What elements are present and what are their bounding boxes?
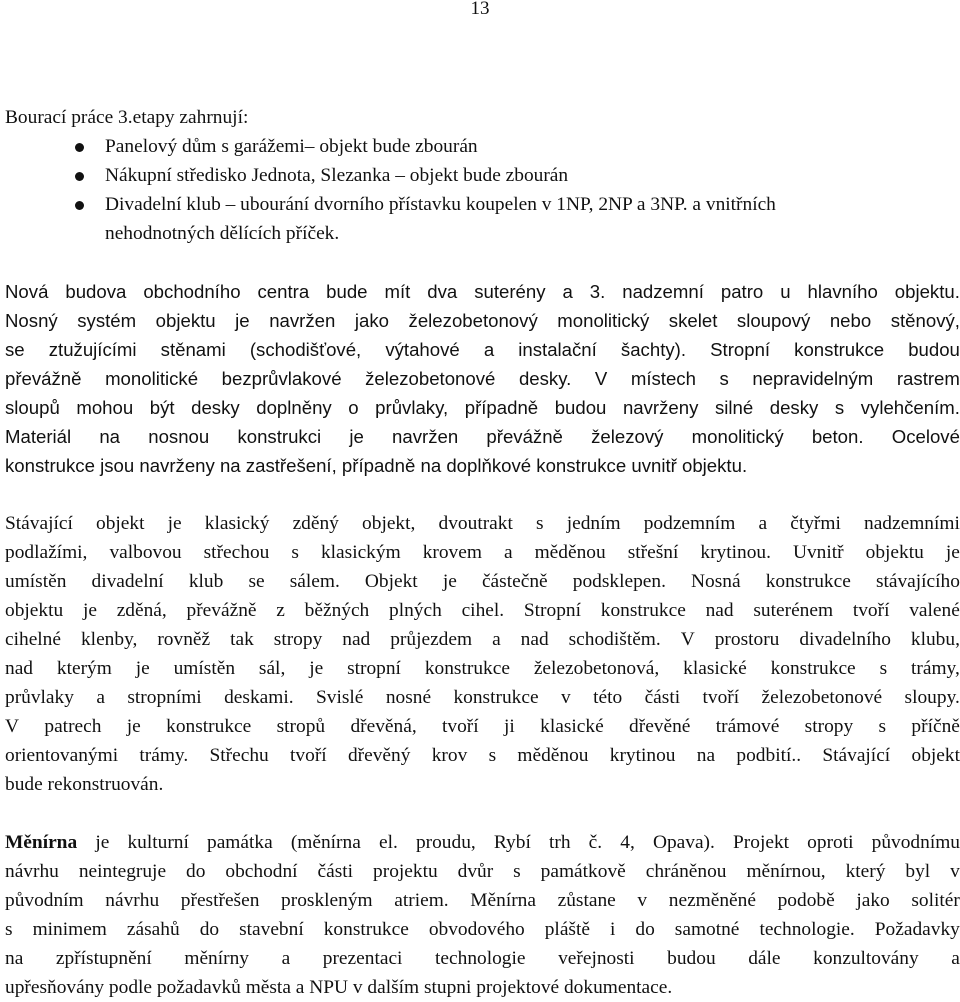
paragraph-line: nad kterým je umístěn sál, je stropní konstrukce železobetonová, klasické konstrukce s trámy, <box>5 658 960 679</box>
bullet-item: Panelový dům s garážemi– objekt bude zbourán <box>5 132 960 161</box>
page-number: 13 <box>470 0 490 19</box>
paragraph-line: původním návrhu přestřešen proskleným atriem. Měnírna zůstane v nezměněné podobě jako solitér <box>5 890 960 911</box>
paragraph-line: Měnírna je kulturní památka (měnírna el. proudu, Rybí trh č. 4, Opava). Projekt oproti původnímu <box>5 828 960 857</box>
paragraph-line: orientovanými trámy. Střechu tvoří dřevěný krov s měděnou krytinou na podbití.. Stávající objekt <box>5 745 960 766</box>
paragraph-gap <box>5 248 960 277</box>
demolition-list <box>5 132 960 248</box>
paragraph-line: sloupů mohou být desky doplněny o průvlaky, případně budou navrženy silné desky s vylehčením. <box>5 397 960 418</box>
bullet-item: Divadelní klub – ubourání dvorního přístavku koupelen v 1NP, 2NP a 3NP. a vnitřních <box>5 190 960 219</box>
bullet-item: Nákupní středisko Jednota, Slezanka – objekt bude zbourán <box>5 161 960 190</box>
paragraph-line: V patrech je konstrukce stropů dřevěná, tvoří ji klasické dřevěné trámové stropy s příčně <box>5 716 960 737</box>
intro-line: Bourací práce 3.etapy zahrnují: <box>5 107 249 128</box>
paragraph-line: průvlaky a stropními deskami. Svislé nosné konstrukce v této části tvoří železobetonové sloupy. <box>5 687 960 708</box>
paragraph-line: se ztužujícími stěnami (schodišťové, výtahové a instalační šachty). Stropní konstrukce budou <box>5 339 960 360</box>
bullet-dot-icon <box>75 201 84 210</box>
paragraph-existing-building <box>5 509 960 799</box>
paragraph-gap <box>5 480 960 509</box>
paragraph-line: s minimem zásahů do stavební konstrukce obvodového pláště i do samotné technologie. Požadavky <box>5 919 960 940</box>
bullet-dot-icon <box>75 172 84 181</box>
paragraph-line: Nosný systém objektu je navržen jako železobetonový monolitický skelet sloupový nebo stěnový, <box>5 310 960 331</box>
paragraph-line: konstrukce jsou navrženy na zastřešení, případně na doplňkové konstrukce uvnitř objektu. <box>5 455 748 476</box>
paragraph-line: Nová budova obchodního centra bude mít dva suterény a 3. nadzemní patro u hlavního objektu. <box>5 281 960 302</box>
paragraph-menirna <box>5 828 960 1002</box>
paragraph-line: cihelné klenby, rovněž tak stropy nad průjezdem a nad schodištěm. V prostoru divadelního klubu, <box>5 629 960 650</box>
bullet-dot-icon <box>75 143 84 152</box>
bullet-item-continuation: nehodnotných dělících příček. <box>105 223 340 244</box>
paragraph-line: Stávající objekt je klasický zděný objekt, dvoutrakt s jedním podzemním a čtyřmi nadzemními <box>5 513 960 534</box>
paragraph-line: podlažími, valbovou střechou s klasickým krovem a měděnou střešní krytinou. Uvnitř objektu je <box>5 542 960 563</box>
document-body <box>5 103 960 1002</box>
paragraph-line: Materiál na nosnou konstrukci je navržen převážně železový monolitický beton. Ocelové <box>5 426 960 447</box>
paragraph-line: návrhu neintegruje do obchodní části projektu dvůr s památkově chráněnou měnírnou, který byl v <box>5 861 960 882</box>
bold-term: Měnírna <box>5 832 78 853</box>
paragraph-new-building <box>5 277 960 480</box>
paragraph-line: převážně monolitické bezprůvlakové železobetonové desky. V místech s nepravidelným rastrem <box>5 368 960 389</box>
paragraph-line: upřesňovány podle požadavků města a NPU v dalším stupni projektové dokumentace. <box>5 977 673 998</box>
paragraph-line: umístěn divadelní klub se sálem. Objekt je částečně podsklepen. Nosná konstrukce stávajícího <box>5 571 960 592</box>
paragraph-gap <box>5 799 960 828</box>
paragraph-line: bude rekonstruován. <box>5 774 164 795</box>
paragraph-line: objektu je zděná, převážně z běžných plných cihel. Stropní konstrukce nad suterénem tvoří valené <box>5 600 960 621</box>
paragraph-line: na zpřístupnění měnírny a prezentaci technologie veřejnosti budou dále konzultovány a <box>5 948 960 969</box>
